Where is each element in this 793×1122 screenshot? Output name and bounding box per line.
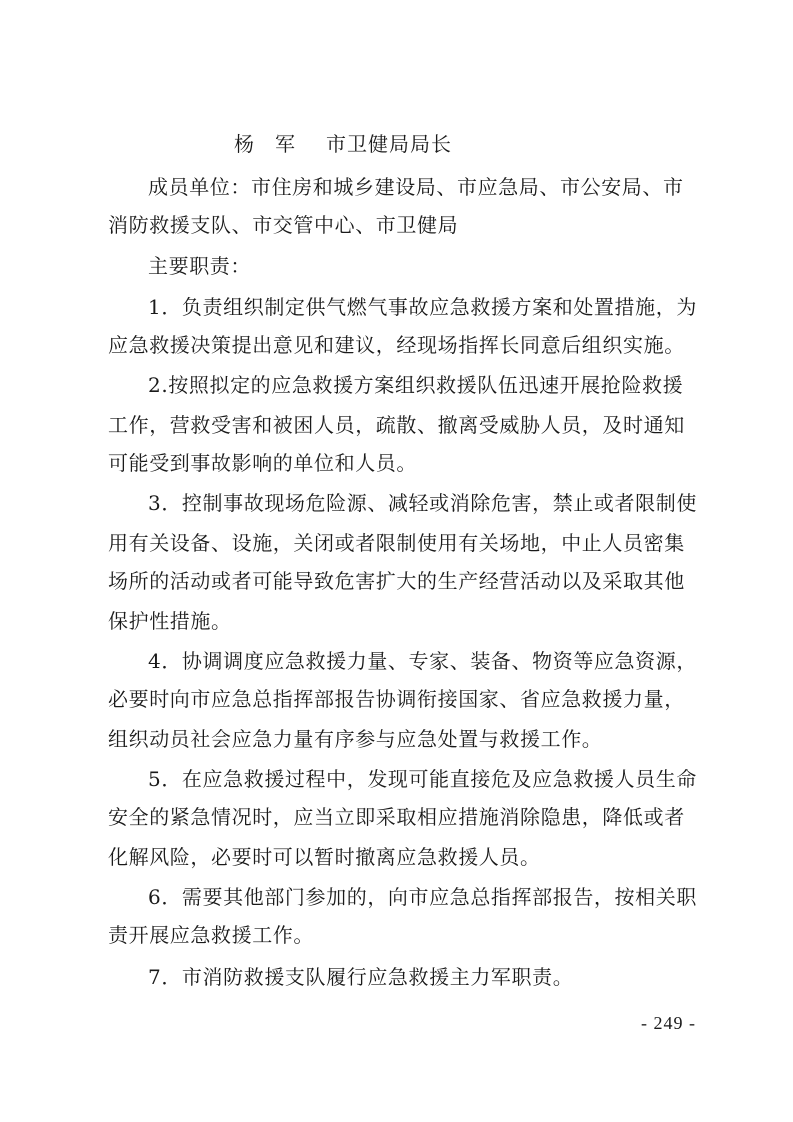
leader-line — [234, 129, 452, 159]
duty-5-line-2: 安全的紧急情况时，应当立即采取相应措施消除隐患，降低或者 — [108, 805, 685, 829]
duty-3-line-4: 保护性措施。 — [108, 609, 232, 633]
duty-2-line-1: 2.按照拟定的应急救援方案组织救援队伍迅速开展抢险救援 — [148, 373, 684, 397]
duty-3-line-1: 3．控制事故现场危险源、减轻或消除危害，禁止或者限制使 — [148, 491, 697, 515]
leader-title: 市卫健局局长 — [326, 132, 452, 156]
page-number: - 249 - — [641, 1013, 696, 1033]
leader-surname: 杨 — [234, 132, 255, 156]
leader-name — [234, 132, 296, 156]
member-units-line-1: 成员单位：市住房和城乡建设局、市应急局、市公安局、市 — [148, 175, 684, 199]
duty-3-line-2: 用有关设备、设施，关闭或者限制使用有关场地，中止人员密集 — [108, 531, 685, 555]
duty-4-line-1: 4．协调调度应急救援力量、专家、装备、物资等应急资源， — [148, 649, 697, 673]
duty-6-line-1: 6．需要其他部门参加的，向市应急总指挥部报告，按相关职 — [148, 885, 697, 909]
duty-5-line-1: 5．在应急救援过程中，发现可能直接危及应急救援人员生命 — [148, 767, 697, 791]
duty-6-line-2: 责开展应急救援工作。 — [108, 923, 314, 947]
duty-1-line-2: 应急救援决策提出意见和建议，经现场指挥长同意后组织实施。 — [108, 333, 685, 357]
duty-7-line-1: 7．市消防救援支队履行应急救援主力军职责。 — [148, 965, 574, 989]
member-units-line-2: 消防救援支队、市交管中心、市卫健局 — [108, 213, 459, 237]
leader-given-name: 军 — [275, 132, 296, 156]
duty-4-line-3: 组织动员社会应急力量有序参与应急处置与救援工作。 — [108, 727, 603, 751]
duty-5-line-3: 化解风险，必要时可以暂时撤离应急救援人员。 — [108, 845, 541, 869]
duties-heading: 主要职责： — [148, 254, 251, 278]
duty-3-line-3: 场所的活动或者可能导致危害扩大的生产经营活动以及采取其他 — [108, 569, 685, 593]
duty-2-line-3: 可能受到事故影响的单位和人员。 — [108, 451, 417, 475]
duty-2-line-2: 工作，营救受害和被困人员，疏散、撤离受威胁人员，及时通知 — [108, 413, 685, 437]
duty-4-line-2: 必要时向市应急总指挥部报告协调衔接国家、省应急救援力量， — [108, 687, 685, 711]
duty-1-line-1: 1．负责组织制定供气燃气事故应急救援方案和处置措施，为 — [148, 295, 697, 319]
